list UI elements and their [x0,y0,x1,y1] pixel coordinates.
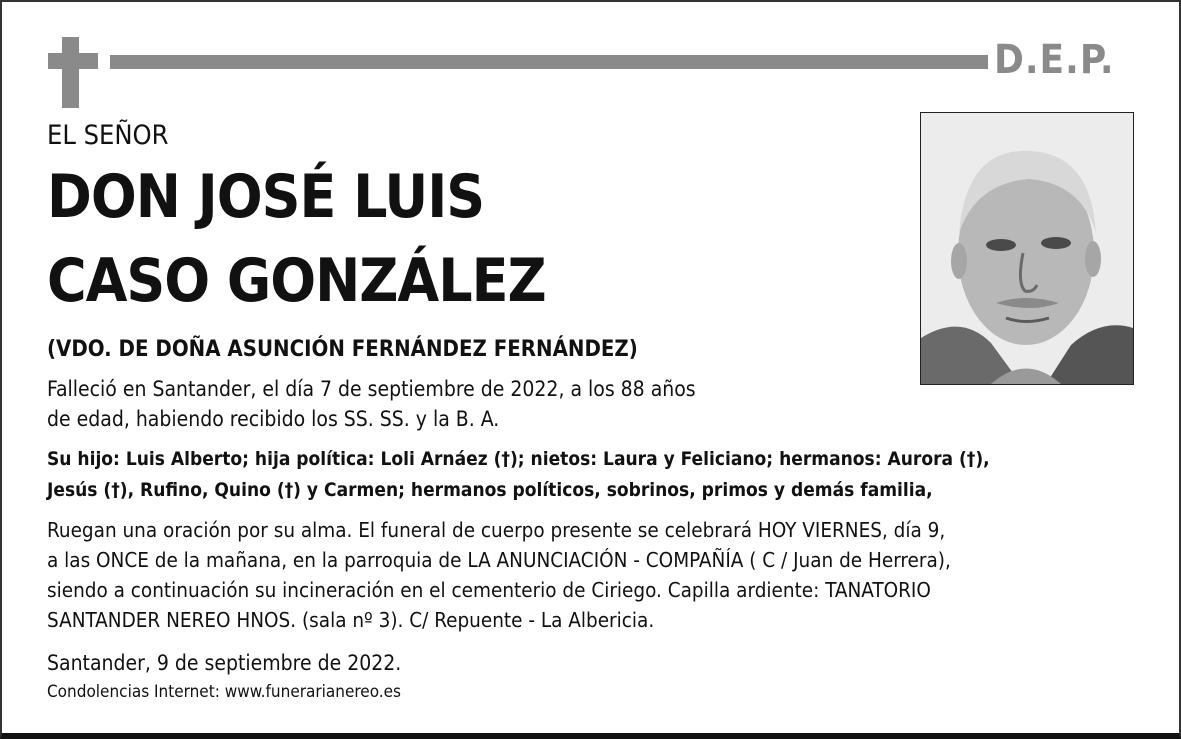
cross-vertical-bar [62,37,79,108]
cross-horizontal-bar [48,53,98,69]
title-prefix: EL SEÑOR [47,120,169,151]
family-line: Jesús (†), Rufino, Quino (†) y Carmen; hermanos políticos, sobrinos, primos y demás familia, [47,479,933,501]
death-notice [47,374,696,434]
place-date: Santander, 9 de septiembre de 2022. [47,651,402,675]
funeral-line: SANTANDER NEREO HNOS. (sala nº 3). C/ Repuente - La Albericia. [47,608,655,632]
funeral-line: a las ONCE de la mañana, en la parroquia de LA ANUNCIACIÓN - COMPAÑÍA ( C / Juan de Herrera), [47,548,951,572]
death-notice-line: Falleció en Santander, el día 7 de septiembre de 2022, a los 88 años [47,377,696,401]
header-rule [110,55,988,69]
portrait-photo [920,112,1134,385]
portrait-illustration [921,113,1133,384]
funeral-details [47,515,951,635]
deceased-name-line1: DON JOSÉ LUIS [47,162,485,232]
funeral-line: Ruegan una oración por su alma. El funeral de cuerpo presente se celebrará HOY VIERNES, día 9, [47,518,946,542]
family-line: Su hijo: Luis Alberto; hija política: Loli Arnáez (†); nietos: Laura y Feliciano; hermanos: Aurora (†), [47,448,990,470]
dep-label: D.E.P. [994,37,1115,83]
widower-note: (VDO. DE DOÑA ASUNCIÓN FERNÁNDEZ FERNÁNDEZ) [47,337,638,362]
deceased-name-line2: CASO GONZÁLEZ [47,246,546,316]
family-list [47,444,990,506]
funeral-line: siendo a continuación su incineración en el cementerio de Ciriego. Capilla ardiente: TANATORIO [47,578,931,602]
death-notice-line: de edad, habiendo recibido los SS. SS. y la B. A. [47,407,500,431]
condolences-link[interactable]: Condolencias Internet: www.funerarianereo.es [47,682,402,702]
